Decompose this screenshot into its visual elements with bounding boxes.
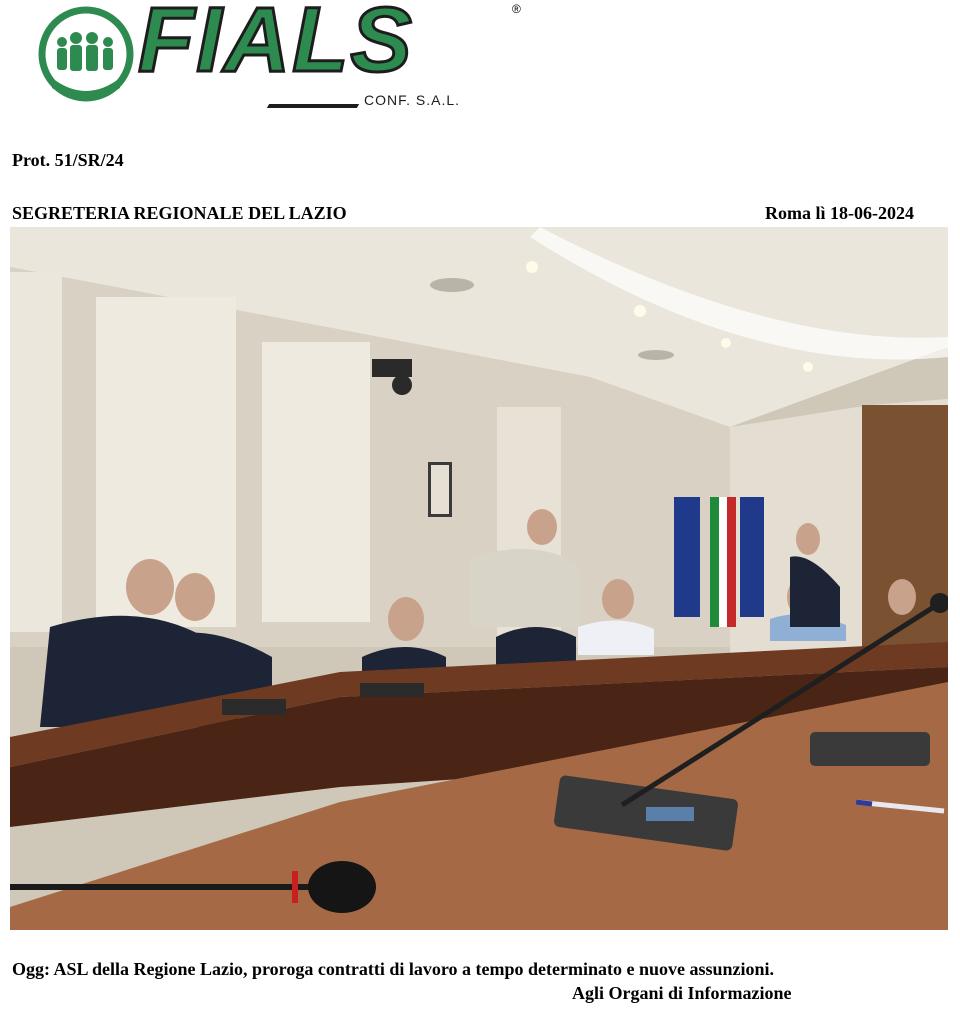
office-heading: SEGRETERIA REGIONALE DEL LAZIO xyxy=(12,203,347,223)
meeting-room-photo xyxy=(10,227,948,930)
registered-mark: ® xyxy=(512,2,521,16)
logo-wordmark: FIALS xyxy=(138,0,414,91)
fials-logo xyxy=(38,0,538,115)
logo-swoosh xyxy=(267,104,359,108)
logo-subtitle: CONF. S.A.L. xyxy=(364,92,461,108)
recipients-line: Agli Organi di Informazione xyxy=(572,983,792,1003)
people-emblem-icon xyxy=(38,0,134,108)
subject-line: Ogg: ASL della Regione Lazio, proroga contratti di lavoro a tempo determinato e nuove assunzioni. xyxy=(12,959,774,979)
protocol-number: Prot. 51/SR/24 xyxy=(12,150,124,170)
document-date: Roma lì 18-06-2024 xyxy=(765,203,914,223)
